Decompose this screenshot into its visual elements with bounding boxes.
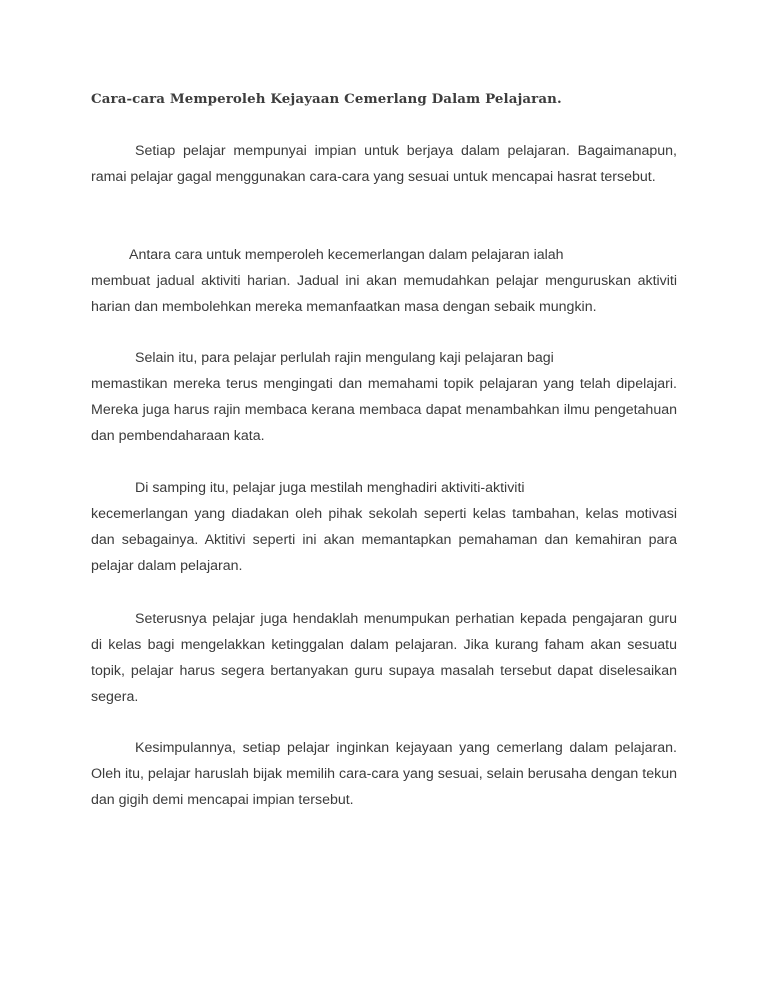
paragraph-tumpuan: Seterusnya pelajar juga hendaklah menumpukan perhatian kepada pengajaran guru di kelas bagi mengelakkan ketinggalan dalam pelajaran. Jika kurang faham akan sesuatu topik, pelajar harus segera bertanyakan guru supaya masalah tersebut dapat diselesaikan segera. <box>91 611 677 705</box>
paragraph-body: memastikan mereka terus mengingati dan memahami topik pelajaran yang telah dipelajari. Mereka juga harus rajin membaca kerana membaca dapat menambahkan ilmu pengetahuan dan pembendaharaan kata. <box>91 376 677 444</box>
document-title: Cara-cara Memperoleh Kejayaan Cemerlang Dalam Pelajaran. <box>91 91 562 107</box>
paragraph-body: membuat jadual aktiviti harian. Jadual ini akan memudahkan pelajar menguruskan aktiviti harian dan membolehkan mereka memanfaatkan masa dengan sebaik mungkin. <box>91 273 677 315</box>
paragraph-jadual <box>91 242 677 320</box>
paragraph-ulang-kaji <box>91 345 677 449</box>
paragraph-aktiviti <box>91 475 677 579</box>
paragraph-first-line: Antara cara untuk memperoleh kecemerlangan dalam pelajaran ialah <box>129 247 564 263</box>
paragraph-first-line: Di samping itu, pelajar juga mestilah menghadiri aktiviti-aktiviti <box>135 480 525 496</box>
paragraph-first-line: Selain itu, para pelajar perlulah rajin mengulang kaji pelajaran bagi <box>135 350 554 366</box>
paragraph-body: kecemerlangan yang diadakan oleh pihak sekolah seperti kelas tambahan, kelas motivasi dan sebagainya. Aktitivi seperti ini akan memantapkan pemahaman dan kemahiran para pelajar dalam pelajaran. <box>91 506 677 574</box>
paragraph-intro: Setiap pelajar mempunyai impian untuk berjaya dalam pelajaran. Bagaimanapun, ramai pelajar gagal menggunakan cara-cara yang sesuai untuk mencapai hasrat tersebut. <box>91 143 677 185</box>
paragraph-kesimpulan: Kesimpulannya, setiap pelajar inginkan kejayaan yang cemerlang dalam pelajaran. Oleh itu, pelajar haruslah bijak memilih cara-cara yang sesuai, selain berusaha dengan tekun dan gigih demi mencapai impian tersebut. <box>91 740 677 808</box>
